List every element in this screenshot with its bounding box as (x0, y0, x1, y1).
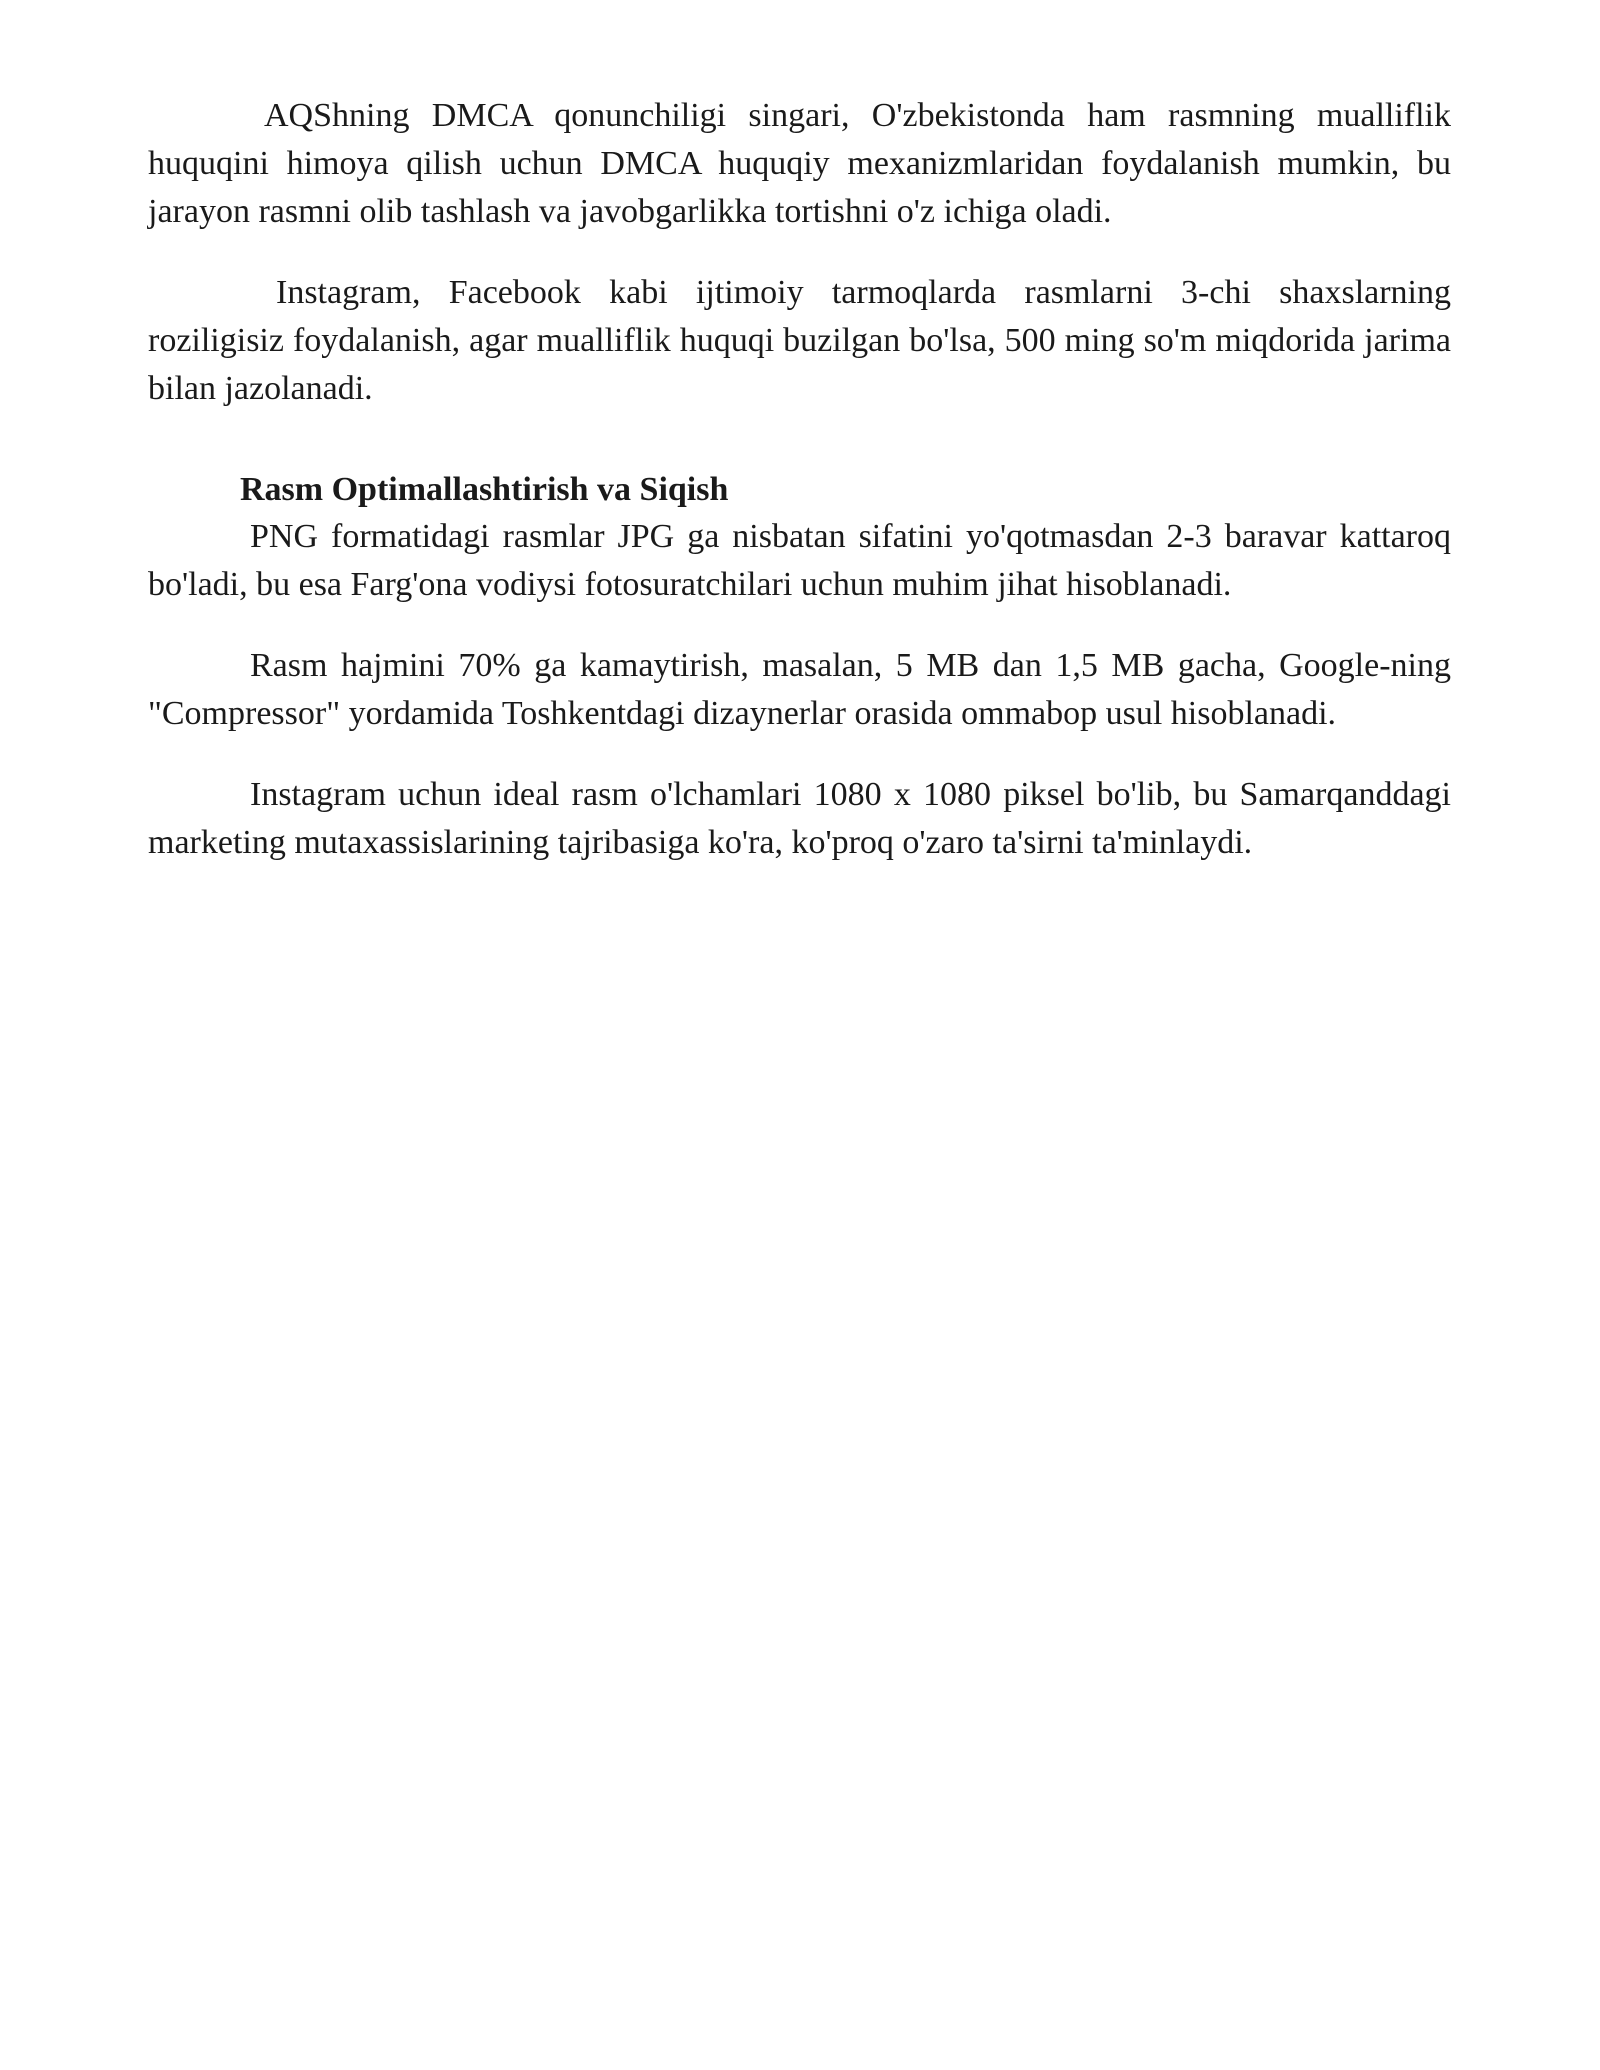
paragraph-dmca: AQShning DMCA qonunchiligi singari, O'zbekistonda ham rasmning mualliflik huquqini himoya qilish uchun DMCA huquqiy mexanizmlaridan foydalanish mumkin, bu jarayon rasmni olib tashlash va javobgarlikka tortishni o'z ichiga oladi. (148, 97, 1451, 230)
paragraph-social-media: Instagram, Facebook kabi ijtimoiy tarmoqlarda rasmlarni 3-chi shaxslarning roziligisiz foydalanish, agar mualliflik huquqi buzilgan bo'lsa, 500 ming so'm miqdorida jarima bilan jazolanadi. (148, 274, 1451, 407)
section-heading: Rasm Optimallashtirish va Siqish (240, 471, 729, 508)
paragraph-png-jpg: PNG formatidagi rasmlar JPG ga nisbatan sifatini yo'qotmasdan 2-3 baravar kattaroq bo'ladi, bu esa Farg'ona vodiysi fotosuratchilari uchun muhim jihat hisoblanadi. (148, 518, 1451, 603)
document-body (148, 92, 1451, 900)
paragraph-compression: Rasm hajmini 70% ga kamaytirish, masalan, 5 MB dan 1,5 MB gacha, Google-ning "Compressor" yordamida Toshkentdagi dizaynerlar orasida ommabop usul hisoblanadi. (148, 647, 1451, 732)
paragraph-instagram-size: Instagram uchun ideal rasm o'lchamlari 1080 x 1080 piksel bo'lib, bu Samarqanddagi marketing mutaxassislarining tajribasiga ko'ra, ko'proq o'zaro ta'sirni ta'minlaydi. (148, 776, 1451, 861)
